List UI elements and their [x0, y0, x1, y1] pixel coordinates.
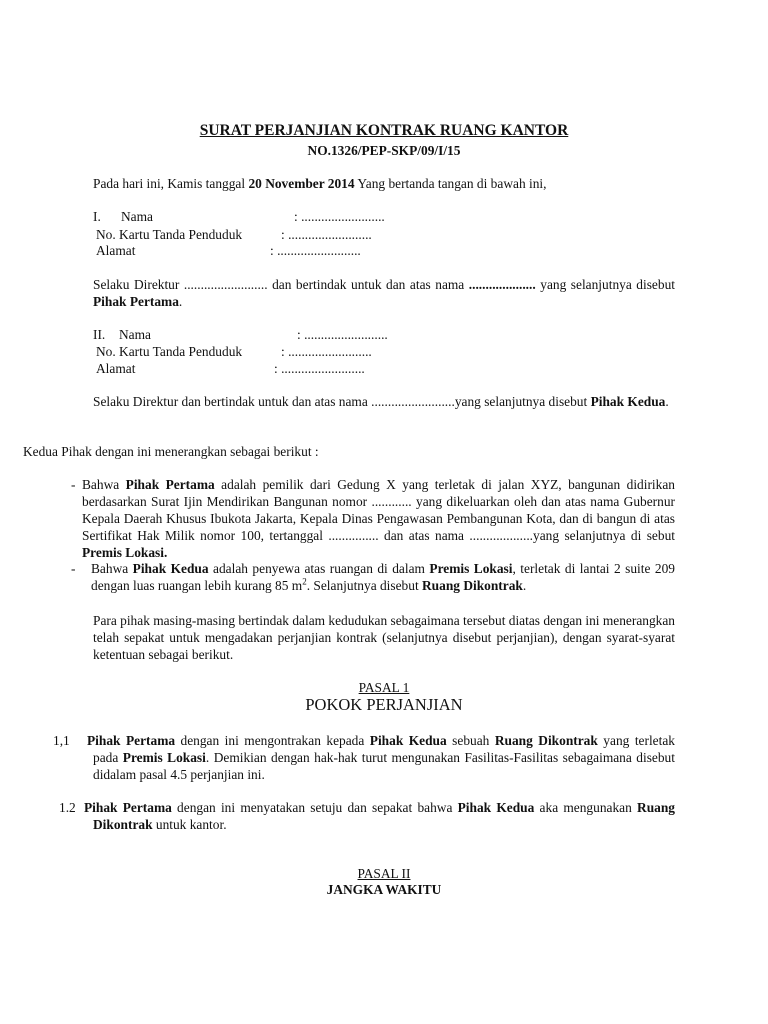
party2-address-label: Alamat — [96, 361, 136, 376]
item1-bold-3: Ruang Dikontrak — [494, 733, 598, 748]
party2-name-value: : ......................... — [297, 327, 388, 342]
statement2-superscript: 2 — [302, 576, 307, 587]
party2-role-end: . — [665, 394, 669, 409]
document-number: NO.1326/PEP-SKP/09/I/15 — [307, 143, 461, 158]
statement2-text-3: , terletak di lantai 2 suite 209 dengan luas ruangan lebih kurang 85 m — [91, 561, 675, 593]
item1-bold-4: Premis Lokasi — [122, 750, 206, 765]
pasal1-item1-number: 1,1 — [53, 733, 70, 748]
intro-line: Kedua Pihak dengan ini menerangkan sebagai berikut : — [23, 444, 319, 459]
statement2-text-1: Bahwa — [91, 561, 133, 576]
statement2-bold-1: Pihak Kedua — [132, 561, 209, 576]
statement2-bold-3: Ruang Dikontrak — [422, 578, 523, 593]
statement1-bold-2: Premis Lokasi. — [82, 545, 168, 560]
statement2-text-4: . Selanjutnya disebut — [306, 578, 423, 593]
party1-name-label: Nama — [121, 209, 153, 224]
item2-bold-1: Pihak Pertama — [84, 800, 172, 815]
item2-bold-2: Pihak Kedua — [457, 800, 535, 815]
item2-text-1: dengan ini menyatakan setuju dan sepakat bahwa — [171, 800, 458, 815]
statement2-bold-2: Premis Lokasi — [429, 561, 513, 576]
pasal1-label: PASAL 1 — [358, 680, 410, 695]
party2-id-label: No. Kartu Tanda Penduduk — [96, 344, 243, 359]
statement1-text — [82, 476, 675, 561]
pasal2-heading: JANGKA WAKITU — [326, 882, 442, 897]
statement2-text-2: adalah penyewa atas ruangan di dalam — [208, 561, 430, 576]
party2-address-value: : ......................... — [274, 361, 365, 376]
party1-id-label: No. Kartu Tanda Penduduk — [96, 227, 243, 242]
party2-numeral: II. — [93, 327, 106, 342]
party2-id-value: : ......................... — [281, 344, 372, 359]
pasal1-item2-text — [84, 799, 675, 833]
item1-text-4: . Demikian dengan hak-hak turut mengunakan Fasilitas-Fasilitas sebagaimana disebut didalam pasal 4.5 perjanjian ini. — [93, 750, 675, 782]
party2-role-text: Selaku Direktur dan bertindak untuk dan atas nama .........................yang selanjutnya disebut — [93, 394, 591, 409]
pasal1-item2-number: 1.2 — [59, 800, 76, 815]
pasal1-item1-text — [87, 732, 675, 783]
opening-line — [93, 175, 546, 192]
party2-role — [93, 393, 675, 410]
party1-id-value: : ......................... — [281, 227, 372, 242]
statement2-text — [91, 560, 675, 594]
party2-name-label: Nama — [119, 327, 151, 342]
party1-name-value: : ......................... — [294, 209, 385, 224]
party1-role-end: . — [178, 294, 183, 309]
statement2-text-5: . — [522, 578, 527, 593]
party1-role-text: Selaku Direktur ......................... dan bertindak untuk dan atas nama — [93, 277, 469, 292]
party1-address-label: Alamat — [96, 243, 136, 258]
party1-address-value: : ......................... — [270, 243, 361, 258]
item1-text-1: dengan ini mengontrakan kepada — [175, 733, 370, 748]
item2-bold-3: Ruang Dikontrak — [93, 800, 675, 832]
item1-text-2: sebuah — [446, 733, 495, 748]
pasal1-heading: POKOK PERJANJIAN — [305, 695, 463, 714]
opening-text: Pada hari ini, Kamis tanggal — [93, 176, 249, 191]
pasal2-label: PASAL II — [357, 866, 411, 881]
party1-role — [93, 276, 675, 310]
party1-numeral: I. — [93, 209, 101, 224]
statement1-bold-1: Pihak Pertama — [125, 477, 215, 492]
document-title: SURAT PERJANJIAN KONTRAK RUANG KANTOR — [199, 122, 569, 139]
statement3-text: Para pihak masing-masing bertindak dalam kedudukan sebagaimana tersebut diatas dengan ini menerangkan telah sepakat untuk mengadakan perjanjian kontrak (selanjutnya disebut perjanjian), dengan syarat-syarat ketentuan sebagai berikut. — [93, 613, 675, 662]
item1-bold-2: Pihak Kedua — [369, 733, 447, 748]
item1-text-3: yang terletak pada — [93, 733, 675, 765]
party1-role-dots: .................... — [468, 277, 536, 292]
opening-date: 20 November 2014 — [248, 176, 355, 191]
party1-role-text-2: yang selanjutnya disebut — [535, 277, 675, 292]
statement1-text-1: Bahwa — [82, 477, 126, 492]
opening-text-end: Yang bertanda tangan di bawah ini, — [354, 176, 547, 191]
item2-text-2: aka mengunakan — [534, 800, 638, 815]
item1-bold-1: Pihak Pertama — [87, 733, 176, 748]
statement1-text-2: adalah pemilik dari Gedung X yang terletak di jalan XYZ, bangunan didirikan berdasarkan Surat Ijin Mendirikan Bangunan nomor ............ yang dikeluarkan oleh dan atas nama Gubernur Kepala Daerah Khusus Ibukota Jakarta, Kepala Dinas Pengawasan Pembangunan Kota, dan di bangun di atas Sertifikat Hak Milik nomor 100, tertanggal ............... dan atas nama ...................yang selanjutnya di sebut — [82, 477, 675, 543]
party2-role-name: Pihak Kedua — [590, 394, 666, 409]
item2-text-3: untuk kantor. — [152, 817, 227, 832]
party1-role-name: Pihak Pertama — [93, 294, 179, 309]
statement1-bullet: - — [71, 477, 76, 492]
statement2-bullet: - — [71, 561, 76, 576]
